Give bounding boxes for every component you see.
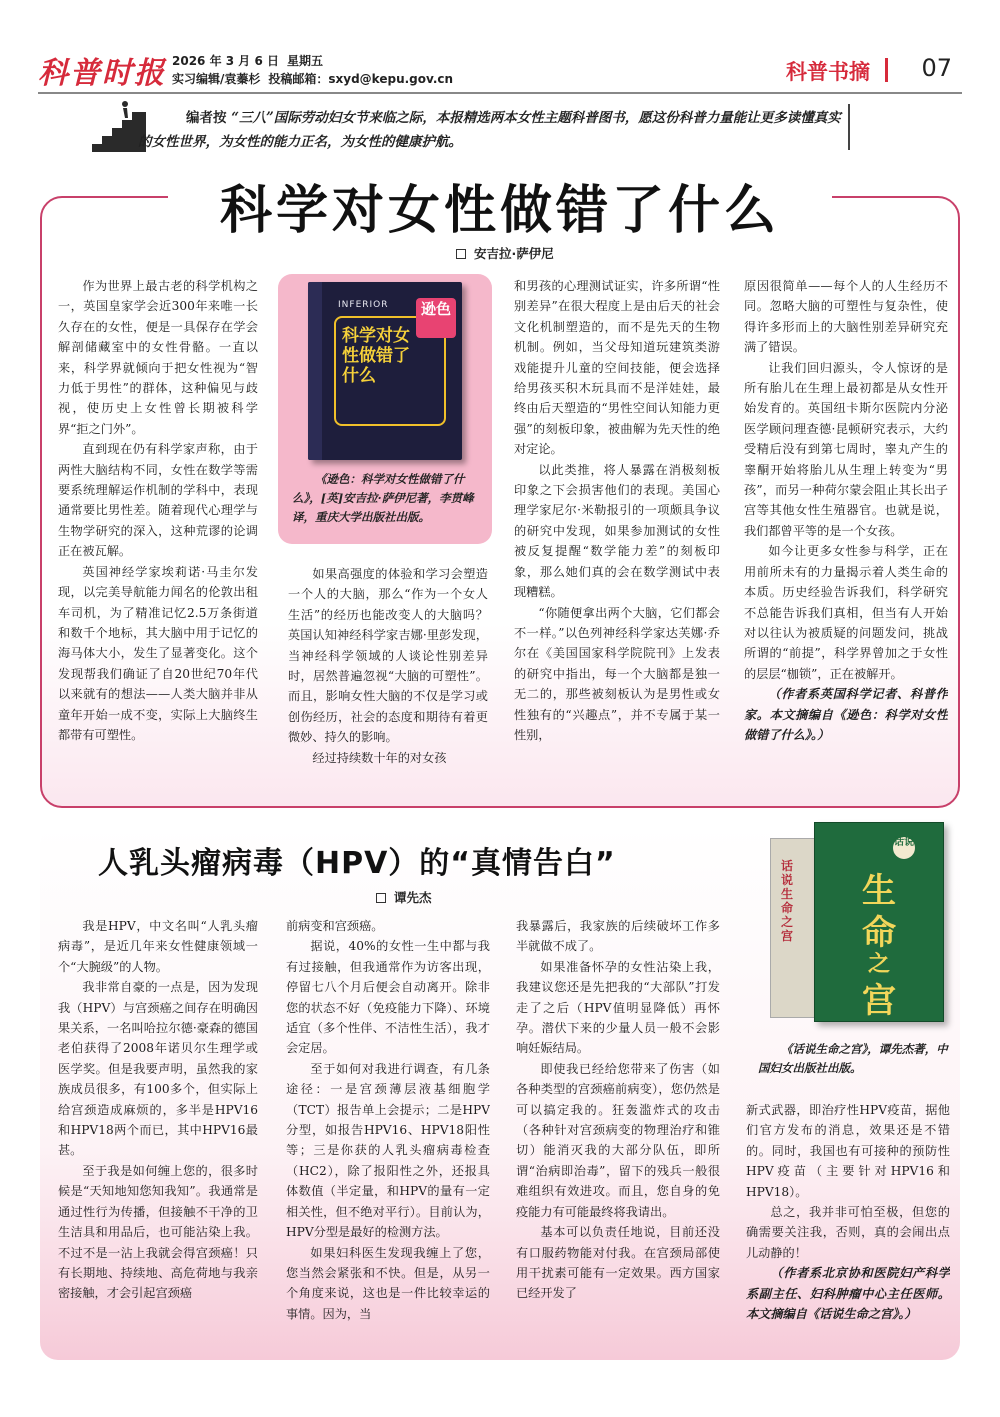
article-1-paragraph: 如果高强度的体验和学习会塑造一个人的大脑，那么“作为一个女人生活”的经历也能改变人的大脑吗？英国认知神经科学家吉娜·里彭发现，当神经科学领域的人谈论性别差异时，居然普遍忽视“大脑的可塑性”。而且，影响女性大脑的不仅是学习或创伤经历，社会的态度和期待有着更微妙、持久的影响。: [288, 567, 488, 745]
editor-note-rule: [848, 104, 850, 150]
book-cover-life-palace: [814, 822, 944, 1022]
article-2-paragraph: 我是HPV，中文名叫“人乳头瘤病毒”，是近几年来女性健康领域一个“大腕级”的人物。: [58, 919, 258, 974]
article-1-column-4: [744, 276, 948, 796]
article-1-paragraph: 直到现在仍有科学家声称，由于两性大脑结构不同，女性在数学等需要系统理解运作机制的学科中，表现通常要比男性差。随着现代心理学与生物学研究的深入，这种荒谬的论调正在被瓦解。: [58, 442, 258, 559]
article-1-column-1: [58, 276, 258, 796]
submission-email[interactable]: 投稿邮箱：sxyd@kepu.gov.cn: [268, 72, 454, 86]
article-1-column-3: [514, 276, 720, 796]
article-2-column-2: [286, 916, 490, 1354]
editor-credit: 实习编辑/袁蓁杉: [172, 72, 261, 86]
book-cover-char: 生: [862, 871, 896, 911]
article-2-column-1: [58, 916, 258, 1354]
masthead-meta: [172, 52, 461, 88]
article-2-book-image: [770, 808, 948, 1028]
article-2-paragraph: 据说，40%的女性一生中都与我有过接触，但我通常作为访客出现，停留七八个月后便会自动离开。除非您的状态不好（免疫能力下降）、环境适宜（多个性伴、不洁性生活），我才会定居。: [286, 939, 490, 1056]
article-1-author-note: （作者系英国科学记者、科普作家。本文摘编自《逊色：科学对女性做错了什么》。）: [744, 687, 948, 742]
book-cover-tag: INFERIOR: [338, 300, 389, 310]
article-1-title: 科学对女性做错了什么: [219, 181, 780, 241]
article-2-paragraph: 我非常自豪的一点是，因为发现我（HPV）与宫颈癌之间存在明确因果关系，一名叫哈拉尔德·豪森的德国老伯获得了2008年诺贝尔生理学或医学奖。但是我要声明，虽然我的家族成员很多，有100多个，但实际上给宫颈造成麻烦的，多半是HPV16和HPV18两个而已，其中HPV16最甚。: [58, 980, 258, 1158]
newspaper-logo: 科普时报: [38, 56, 166, 91]
article-2-paragraph: 前病变和宫颈癌。: [286, 919, 384, 933]
editor-note-label: 编者按: [186, 110, 227, 126]
article-2-paragraph: 至于如何对我进行调查，有几条途径：一是宫颈薄层液基细胞学（TCT）报告单上会提示；二是HPV分型，如报告HPV16、HPV18阳性等；三是你获的人乳头瘤病毒检查（HC2），除了报阳性之外，还报具体数值（半定量，和HPV的量有一定相关性，但不绝对平行）。目前认为，HPV分型是最好的检测方法。: [286, 1061, 490, 1240]
issue-date: 2026 年 3 月 6 日: [172, 54, 279, 68]
article-1-byline: [456, 244, 554, 262]
book-cover-char: 命: [862, 913, 896, 953]
book-cover-seal: 话说: [893, 837, 915, 859]
byline-box-icon: [456, 249, 466, 259]
article-1-book-box: [278, 274, 492, 544]
article-1-paragraph: 作为世界上最古老的科学机构之一，英国皇家学会近300年来唯一长久存在的女性，便是一具保存在学会解剖储藏室中的女性骨骼。一直以来，科学界就倾向于把女性视为“智力低于男性”的群体，这种偏见与歧视，使历史上女性曾长期被科学界“拒之门外”。: [58, 279, 258, 436]
article-2-paragraph: 我暴露后，我家族的后续破坏工作多半就做不成了。: [516, 919, 720, 954]
page-number: 07: [921, 54, 952, 82]
byline-box-icon: [376, 893, 386, 903]
article-1-paragraph: 如今让更多女性参与科学，正在用前所未有的力量揭示着人类生命的本质。历史经验告诉我们，科学研究不总能告诉我们真相，但当有人开始对以往认为被质疑的问题发问，挑战所谓的“前提”，科学界曾加之于女性的层层“枷锁”，正在被解开。: [744, 544, 948, 681]
article-1-paragraph: “你随便拿出两个大脑，它们都会不一样。”以色列神经科学家达芙娜·乔尔在《美国国家科学院院刊》上发表的研究中指出，每一个大脑都是独一无二的，那些被刻板认为是男性或女性独有的“兴趣点”，并不专属于某一性别，: [514, 605, 720, 742]
article-2-column-4: [746, 1100, 950, 1354]
article-2-paragraph: 如果准备怀孕的女性沾染上我，我建议您还是先把我的“大部队”打发走了之后（HPV值明显降低）再怀孕。潜伏下来的少量人员一般不会影响妊娠结局。: [516, 959, 720, 1056]
book-cover-inferior: [308, 282, 462, 460]
masthead-rule: [38, 92, 962, 94]
issue-weekday: 星期五: [287, 54, 324, 68]
article-1-paragraph: 英国神经学家埃莉诺·马圭尔发现，以完美导航能力闻名的伦敦出租车司机，为了精准记忆2.5万条街道和数千个地标，其大脑中用于记忆的海马体大小，发生了显著变化。这个发现帮我们确证了自20世纪70年代以来就有的想法——人类大脑并非从童年开始一成不变，实际上大脑终生都带有可塑性。: [58, 564, 258, 742]
article-2-paragraph: 新式武器，即治疗性HPV疫苗，据他们官方发布的消息，效果还是不错的。同时，我国也有可接种的预防性HPV疫苗（主要针对HPV16和HPV18）。: [746, 1103, 950, 1199]
book-cover-char: 宫: [862, 981, 896, 1021]
book-cover-char: 之: [867, 951, 890, 977]
article-2-paragraph: 总之，我并非可怕至极，但您的确需要关注我，否则，真的会闹出点儿动静的！: [746, 1205, 950, 1260]
book-cover-title: 科学对女性做错了什么: [342, 326, 410, 386]
article-1-paragraph: 原因很简单——每个人的人生经历不同。忽略大脑的可塑性与复杂性，使得许多形而上的大脑性别差异研究充满了错误。: [744, 279, 948, 355]
masthead-separator: [885, 58, 888, 82]
article-2-paragraph: 基本可以负责任地说，目前还没有口服药物能对付我。在宫颈局部使用干扰素可能有一定效果。西方国家已经开发了: [516, 1225, 720, 1301]
article-2-paragraph: 即使我已经给您带来了伤害（如各种类型的宫颈癌前病变），您仍然是可以搞定我的。狂轰滥炸式的攻击（各种针对宫颈病变的物理治疗和锥切）能消灭我的大部分队伍，即所谓“治病即治毒”，留下的残兵一般很难组织有效进攻。而且，您自身的免疫能力有可能最终将我请出。: [516, 1061, 720, 1219]
article-1-column-2: [288, 564, 488, 796]
article-2-author: 谭先杰: [394, 890, 432, 905]
article-1-book-caption: 《逊色：科学对女性做错了什么》，[英]安吉拉·萨伊尼著，李贯峰译，重庆大学出版社出版。: [292, 472, 474, 524]
article-2-paragraph: 如果妇科医生发现我缠上了您，您当然会紧张和不快。但是，从另一个角度来说，这也是一件比较幸运的事情。因为，当: [286, 1245, 490, 1321]
article-1-paragraph: 经过持续数十年的对女孩: [312, 750, 447, 765]
article-2-paragraph: 至于我是如何缠上您的，很多时候是“天知地知您知我知”。我通常是通过性行为传播，但接触不干净的卫生洁具和用品后，也可能沾染上我。不过不是一沾上我就会得宫颈癌！只有长期地、持续地、高危荷地与我亲密接触，才会引起宫颈癌: [58, 1163, 258, 1301]
article-1-paragraph: 和男孩的心理测试证实，许多所谓“性别差异”在很大程度上是由后天的社会文化机制塑造的，而不是先天的生物机制。例如，当父母知道玩建筑类游戏能提升儿童的空间技能，便会选择给男孩买积木玩具而不是洋娃娃，最终由后天塑造的“男性空间认知能力更强”的刻板印象，被曲解为先天性的绝对定论。: [514, 279, 720, 457]
article-2-title: 人乳头瘤病毒（HPV）的“真情告白”: [98, 846, 616, 881]
editor-note: [138, 106, 848, 154]
editor-note-text: “三八”国际劳动妇女节来临之际，本报精选两本女性主题科普图书，愿这份科普力量能让更多读懂真实的女性世界，为女性的能力正名，为女性的健康护航。: [138, 110, 841, 150]
book-back-title: 话说生命之宫: [781, 859, 794, 943]
article-2-column-3: [516, 916, 720, 1354]
article-1-paragraph: 以此类推，将人暴露在消极刻板印象之下会损害他们的表现。美国心理学家尼尔·米勒报引的一项颇具争议的研究中发现，如果参加测试的女性被反复提醒“数学能力差”的刻板印象，那么她们真的会在数学测试中表现糟糕。: [514, 462, 720, 600]
article-2-book-caption: 《话说生命之宫》，谭先杰著，中国妇女出版社出版。: [758, 1042, 948, 1075]
article-2-byline: [376, 888, 432, 906]
masthead: [38, 48, 962, 92]
article-2-author-note: （作者系北京协和医院妇产科学系副主任、妇科肿瘤中心主任医师。本文摘编自《话说生命之宫》。）: [746, 1266, 950, 1322]
book-cover-stamp: 逊色: [416, 298, 456, 338]
book-spine: [308, 282, 322, 460]
article-1-author: 安吉拉·萨伊尼: [474, 246, 554, 261]
section-name: 科普书摘: [786, 60, 870, 84]
article-1-paragraph: 让我们回归源头，令人惊讶的是所有胎儿在生理上最初都是从女性开始发育的。英国纽卡斯尔医院内分泌医学顾问理查德·昆顿研究表示，大约受精后没有到第七周时，睾丸产生的睾酮开始将胎儿从生理上转变为“男孩”，而另一种荷尔蒙会阻止其长出子宫等其他女性生殖器官。也就是说，我们都曾平等的是一个女孩。: [744, 360, 948, 538]
